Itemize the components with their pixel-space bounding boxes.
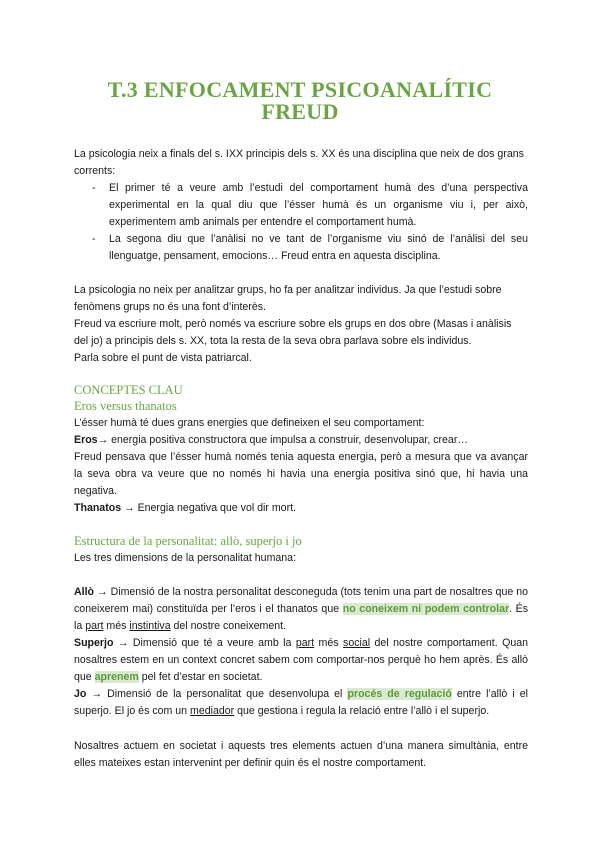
highlight: aprenem [94, 671, 139, 683]
underlined-term: part [85, 620, 104, 632]
subheading-estructura: Estructura de la personalitat: allò, superjo i jo [74, 534, 302, 548]
superjo-term: Superjo [74, 637, 114, 649]
underlined-term: social [343, 637, 371, 649]
thanatos-definition: Thanatos → Energia negativa que vol dir mort. [74, 502, 296, 514]
context-paragraph-2: Freud va escriure molt, però només va escriure sobre els grups en dos obre (Masas i anàlisis del jo) a principis dels s. XX, tota la resta de la seva obra parlava sobre els individus. [74, 318, 512, 347]
highlight: no coneixem ni podem controlar [342, 603, 510, 615]
thanatos-term: Thanatos [74, 502, 122, 514]
superjo-definition: Superjo → Dimensió que té a veure amb la part més social del nostre comportament. Quan nosaltres estem en un context concret sabem com comportar-nos perquè ho hem après. És allò que aprenem pel fet d’estar en societat. [74, 637, 528, 683]
closing-paragraph: Nosaltres actuem en societat i aquests tres elements actuen d’una manera simultània, entre elles mateixes estan intervenint per definir quin és el nostre comportament. [74, 740, 528, 769]
document-subtitle: FREUD [261, 99, 339, 124]
underlined-term: instintiva [129, 620, 171, 632]
jo-term: Jo [74, 688, 87, 700]
bullet-item-1: El primer té a veure amb l’estudi del comportament humà des d’una perspectiva experimental en la qual diu que l’ésser humà és un organisme viu i, per això, experimentem amb animals per entendre el comportament humà. [109, 182, 528, 228]
context-paragraph-1: La psicologia no neix per analitzar grups, ho fa per analitzar individus. Ja que l’estudi sobre fenòmens grups no és una font d’interès. [74, 284, 502, 313]
eros-definition: Eros→ energia positiva constructora que impulsa a construir, desenvolupar, crear… [74, 434, 468, 446]
context-paragraph-3: Parla sobre el punt de vista patriarcal. [74, 352, 252, 364]
allo-term: Allò [74, 586, 95, 598]
subheading-eros-thanatos: Eros versus thanatos [74, 399, 177, 413]
highlight: procés de regulació [347, 688, 452, 700]
jo-definition: Jo → Dimensió de la personalitat que desenvolupa el procés de regulació entre l’allò i el superjo. El jo és com un mediador que gestiona i regula la relació entre l’allò i el superjo. [74, 688, 528, 717]
underlined-term: part [295, 637, 315, 649]
bullet-item-2: La segona diu que l’anàlisi no ve tant de l’organisme viu sinó de l’anàlisi del seu llenguatge, pensament, emocions… Freud entra en aquesta disciplina. [109, 233, 528, 262]
section-heading-conceptes: CONCEPTES CLAU [74, 383, 183, 397]
estructura-intro: Les tres dimensions de la personalitat humana: [74, 552, 297, 564]
arrow: → [97, 434, 109, 446]
freud-energy-paragraph: Freud pensava que l’ésser humà només tenia aquesta energia, però a mesura que va avançar la seva obra va veure que no només hi havia una energia positiva sinó que, hi havia una negativa. [74, 451, 528, 497]
bullet-marker: - [92, 182, 96, 194]
energies-intro: L’ésser humà té dues grans energies que defineixen el seu comportament: [74, 417, 425, 429]
bullet-marker: - [92, 233, 96, 245]
underlined-term: mediador [190, 705, 235, 717]
document-title: T.3 ENFOCAMENT PSICOANALÍTIC [107, 77, 493, 102]
eros-term: Eros [74, 434, 98, 446]
intro-paragraph: La psicologia neix a finals del s. IXX principis dels s. XX és una disciplina que neix de dos grans corrents: [74, 148, 524, 177]
allo-definition: Allò → Dimensió de la nostra personalitat desconeguda (tots tenim una part de nosaltres que no coneixerem mai) constituïda per l’eros i el thanatos que no coneixem ni podem controlar. És la part més instintiva del nostre coneixement. [74, 586, 529, 632]
